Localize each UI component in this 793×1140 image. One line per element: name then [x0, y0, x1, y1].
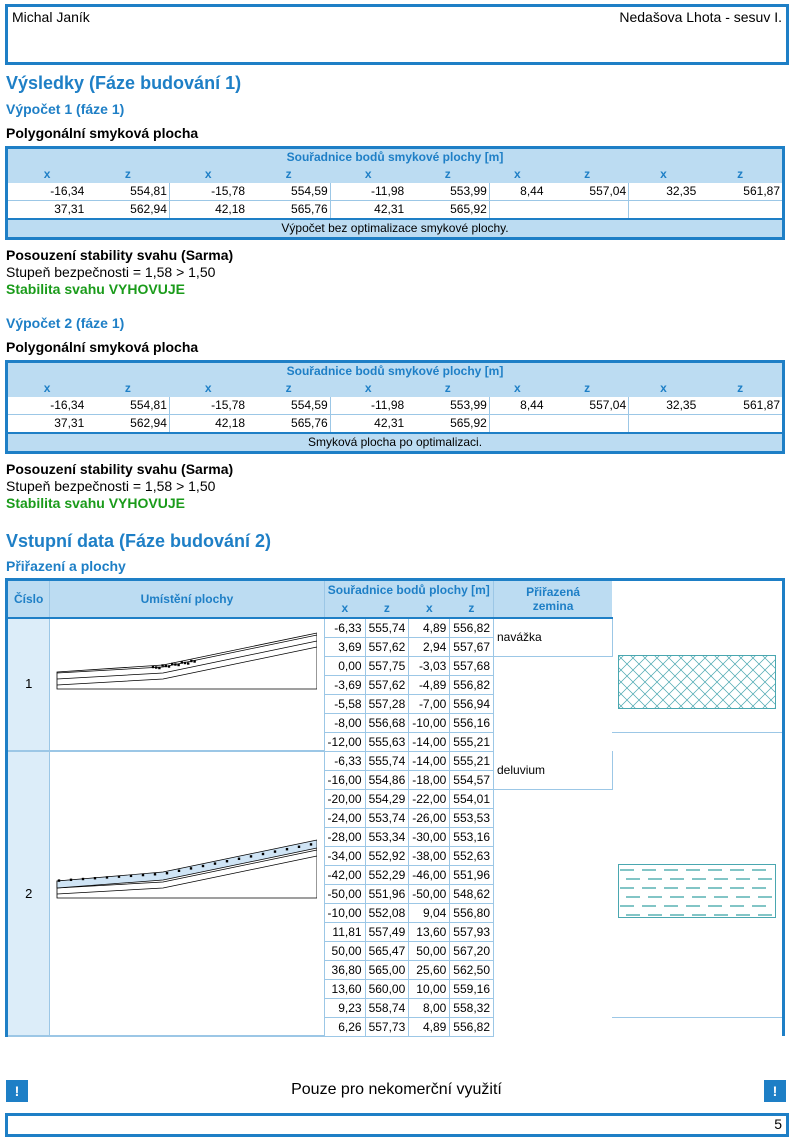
calc2-title: Výpočet 2 (fáze 1): [6, 315, 125, 331]
coord-cell: 557,73: [365, 1017, 409, 1036]
coord-cell: -34,00: [324, 846, 365, 865]
coord-cell: 37,31: [54, 416, 85, 430]
coord-cell: -5,58: [324, 694, 365, 713]
column-header: z: [86, 166, 169, 183]
calc2-factor: Stupeň bezpečnosti = 1,58 > 1,50: [6, 478, 216, 494]
coord-cell: 8,44: [489, 397, 545, 415]
coord-cell: -10,00: [324, 903, 365, 922]
coord-cell: -11,98: [330, 397, 406, 415]
coord-cell: 553,53: [450, 808, 494, 827]
col-coords: Souřadnice bodů plochy [m]: [324, 580, 493, 600]
coord-cell: 565,76: [291, 416, 328, 430]
coord-cell: 556,82: [450, 1017, 494, 1036]
coord-cell: 561,87: [698, 397, 783, 415]
surface-location-sketch: [50, 751, 324, 1036]
col-assigned-soil: Přiřazená zemina: [494, 580, 613, 618]
coord-cell: 3,69: [324, 637, 365, 656]
assignment-row: [7, 618, 784, 638]
coord-cell: 13,60: [324, 979, 365, 998]
coord-cell: 561,87: [698, 183, 783, 201]
coord-cell: 42,31: [330, 415, 406, 434]
table-caption: Souřadnice bodů smykové plochy [m]: [7, 148, 784, 167]
coord-cell: 557,75: [365, 656, 409, 675]
surface-location-sketch: [50, 618, 324, 752]
soil-pattern-dashed: [618, 864, 776, 918]
coord-cell: 557,67: [450, 637, 494, 656]
coord-cell: 552,08: [365, 903, 409, 922]
calc1-verdict: Stabilita svahu VYHOVUJE: [6, 281, 185, 297]
empty-cell: [489, 415, 545, 434]
soil-pattern: [612, 637, 783, 732]
empty-cell: [489, 201, 545, 220]
coord-cell: 552,63: [450, 846, 494, 865]
calc1-surface-title: Polygonální smyková plocha: [6, 125, 199, 141]
coord-cell: 553,34: [365, 827, 409, 846]
coord-cell: 556,80: [450, 903, 494, 922]
column-header: x: [489, 380, 545, 397]
coord-cell: 6,26: [324, 1017, 365, 1036]
coord-cell: 10,00: [409, 979, 450, 998]
calc1-assess-title: Posouzení stability svahu (Sarma): [6, 247, 234, 263]
calc2-verdict: Stabilita svahu VYHOVUJE: [6, 495, 185, 511]
coord-cell: 555,63: [365, 732, 409, 751]
column-header: z: [546, 380, 629, 397]
warning-icon-left: !: [6, 1080, 28, 1102]
coord-cell: 9,23: [324, 998, 365, 1017]
coord-cell: 555,74: [365, 751, 409, 770]
column-header: x: [629, 166, 699, 183]
coord-cell: 557,62: [365, 637, 409, 656]
col-location: Umístění plochy: [50, 580, 324, 618]
coord-cell: 562,50: [450, 960, 494, 979]
coord-cell: 8,44: [489, 183, 545, 201]
coord-cell: 565,92: [450, 416, 487, 430]
coord-cell: -4,89: [409, 675, 450, 694]
coord-cell: -38,00: [409, 846, 450, 865]
coord-cell: 554,01: [450, 789, 494, 808]
coord-cell: 554,86: [365, 770, 409, 789]
column-header: x: [7, 166, 87, 183]
coord-cell: -10,00: [409, 713, 450, 732]
column-header: x: [489, 166, 545, 183]
footer-note: Pouze pro nekomerční využití: [291, 1081, 502, 1098]
empty-cell: [629, 201, 699, 220]
coord-cell: -24,00: [324, 808, 365, 827]
coord-cell: -3,69: [324, 675, 365, 694]
assignment-table: Číslo Umístění plochy Souřadnice bodů plochy [m] Přiřazená zemina x z x z 1 -6,33 555,74 4,89 556,82 navážka 3,69 557,62 2,94 557,67 0,00 557,75 -3,03 557,68 -3,69 557,62 -4,89 556,82 -5,58 557,28 -7,00 556,94 -8,00 556,68 -10,00 556,16 -12,00 555,63 -14,00 555,21 2 -6,33 555,74 -14,00 555,21 deluvium -16,00 554,86 -18,00 554,57 -20,00 554,29 -22,00 554,01 -24,00 553,74 -26,00 553,53 -28,00 553,34 -30,00 553,16 -34,00 552,92 -38,00 552,63 -42,00 552,29 -46,00 551,96 -50,00 551,96 -50,00 548,62 -10,00 552,08 9,04 556,80 11,81 557,49 13,60 557,93 50,00 565,47 50,00 567,20 36,80 565,00 25,60 562,50 13,60 560,00 10,00 559,16 9,23 558,74 8,00 558,32 6,26 557,73 4,89 556,82: [5, 578, 785, 1037]
column-header: z: [698, 166, 783, 183]
coord-cell: -30,00: [409, 827, 450, 846]
coord-cell: -15,78: [169, 183, 247, 201]
column-header: x: [330, 380, 406, 397]
coord-cell: -3,03: [409, 656, 450, 675]
column-header: z: [406, 166, 489, 183]
coord-cell: 555,21: [450, 751, 494, 770]
coord-cell: 553,74: [365, 808, 409, 827]
author: Michal Janík: [12, 9, 90, 25]
coord-cell: 554,29: [365, 789, 409, 808]
empty-cell: [629, 415, 699, 434]
coord-cell: -15,78: [169, 397, 247, 415]
coord-cell: 562,94: [130, 416, 167, 430]
coord-cell: 555,74: [365, 618, 409, 638]
coord-cell: 552,92: [365, 846, 409, 865]
coord-cell: 42,18: [169, 201, 247, 220]
calc2-coords-table: [5, 360, 785, 454]
coord-cell: 8,00: [409, 998, 450, 1017]
coord-cell: 555,21: [450, 732, 494, 751]
coord-cell: 565,00: [365, 960, 409, 979]
results-title: Výsledky (Fáze budování 1): [6, 73, 242, 93]
coord-cell: 559,16: [450, 979, 494, 998]
coord-cell: 554,81: [86, 397, 169, 415]
assign-title: Přiřazení a plochy: [6, 558, 126, 574]
coord-cell: 557,62: [365, 675, 409, 694]
coord-cell: -6,33: [324, 751, 365, 770]
assigned-soil-name: deluvium: [494, 751, 613, 789]
soil-pattern: [612, 770, 783, 1017]
column-header: z: [406, 380, 489, 397]
column-header: x: [330, 166, 406, 183]
column-header: x: [629, 380, 699, 397]
page-number: 5: [774, 1116, 782, 1132]
surface-number: 1: [7, 618, 50, 752]
coord-cell: -12,00: [324, 732, 365, 751]
coord-cell: 557,28: [365, 694, 409, 713]
coord-cell: 552,29: [365, 865, 409, 884]
column-header: z: [247, 380, 330, 397]
coord-cell: 4,89: [409, 1017, 450, 1036]
coord-cell: 32,35: [629, 397, 699, 415]
coord-cell: 36,80: [324, 960, 365, 979]
coord-cell: 37,31: [54, 202, 85, 216]
slope-sketch: [53, 627, 317, 737]
coord-cell: -42,00: [324, 865, 365, 884]
column-header: z: [546, 166, 629, 183]
slope-sketch: [53, 761, 317, 1021]
coord-cell: 556,94: [450, 694, 494, 713]
calc2-surface-title: Polygonální smyková plocha: [6, 339, 199, 355]
warning-icon-right: !: [764, 1080, 786, 1102]
coord-cell: -16,34: [7, 397, 87, 415]
coord-cell: -18,00: [409, 770, 450, 789]
coord-cell: 557,93: [450, 922, 494, 941]
coord-cell: -14,00: [409, 732, 450, 751]
column-header: z: [86, 380, 169, 397]
coord-cell: 565,76: [291, 202, 328, 216]
coord-cell: 556,16: [450, 713, 494, 732]
coord-cell: -20,00: [324, 789, 365, 808]
soil-pattern-crosshatch: [618, 655, 776, 709]
coord-cell: 2,94: [409, 637, 450, 656]
input-title: Vstupní data (Fáze budování 2): [6, 531, 272, 551]
coord-cell: -46,00: [409, 865, 450, 884]
coord-cell: 553,99: [406, 183, 489, 201]
coord-cell: 4,89: [409, 618, 450, 638]
coord-cell: -26,00: [409, 808, 450, 827]
coord-cell: 50,00: [409, 941, 450, 960]
page-number-box: [5, 1113, 789, 1137]
coord-cell: 551,96: [450, 865, 494, 884]
coord-cell: -8,00: [324, 713, 365, 732]
page-header: [5, 4, 789, 65]
coord-cell: 553,16: [450, 827, 494, 846]
coord-cell: -6,33: [324, 618, 365, 638]
coord-cell: 554,59: [247, 183, 330, 201]
assigned-soil-name: navážka: [494, 618, 613, 657]
calc2-assess-title: Posouzení stability svahu (Sarma): [6, 461, 234, 477]
table-footer: Smyková plocha po optimalizaci.: [7, 433, 784, 453]
calc1-factor: Stupeň bezpečnosti = 1,58 > 1,50: [6, 264, 216, 280]
col-number: Číslo: [7, 580, 50, 618]
coord-cell: -16,34: [7, 183, 87, 201]
empty-cell: [546, 201, 629, 220]
column-header: x: [169, 380, 247, 397]
coord-cell: 560,00: [365, 979, 409, 998]
coord-cell: 558,32: [450, 998, 494, 1017]
coord-cell: 553,99: [406, 397, 489, 415]
column-header: x: [169, 166, 247, 183]
table-footer: Výpočet bez optimalizace smykové plochy.: [7, 219, 784, 239]
coord-cell: 50,00: [324, 941, 365, 960]
coord-cell: 9,04: [409, 903, 450, 922]
empty-cell: [698, 415, 783, 434]
coord-cell: 557,04: [546, 397, 629, 415]
coord-cell: 32,35: [629, 183, 699, 201]
assignment-table-clip: [0, 578, 793, 1044]
coord-cell: 558,74: [365, 998, 409, 1017]
coord-cell: -14,00: [409, 751, 450, 770]
coord-cell: 567,20: [450, 941, 494, 960]
coord-cell: 556,68: [365, 713, 409, 732]
assignment-row: [7, 751, 784, 770]
coord-cell: -22,00: [409, 789, 450, 808]
column-header: z: [247, 166, 330, 183]
coord-cell: 556,82: [450, 618, 494, 638]
coord-cell: 565,92: [450, 202, 487, 216]
coord-cell: 13,60: [409, 922, 450, 941]
coord-cell: -50,00: [324, 884, 365, 903]
coord-cell: -28,00: [324, 827, 365, 846]
coord-cell: -7,00: [409, 694, 450, 713]
empty-cell: [546, 415, 629, 434]
coord-cell: -11,98: [330, 183, 406, 201]
coord-cell: 562,94: [130, 202, 167, 216]
coord-cell: -16,00: [324, 770, 365, 789]
coord-cell: -50,00: [409, 884, 450, 903]
coord-cell: 25,60: [409, 960, 450, 979]
coord-cell: 557,68: [450, 656, 494, 675]
coord-cell: 548,62: [450, 884, 494, 903]
column-header: z: [698, 380, 783, 397]
coord-cell: 554,59: [247, 397, 330, 415]
calc1-title: Výpočet 1 (fáze 1): [6, 101, 125, 117]
coord-cell: 551,96: [365, 884, 409, 903]
coord-cell: 554,57: [450, 770, 494, 789]
coord-cell: 557,04: [546, 183, 629, 201]
coord-cell: 565,47: [365, 941, 409, 960]
calc1-coords-table: [5, 146, 785, 240]
table-caption: Souřadnice bodů smykové plochy [m]: [7, 362, 784, 381]
coord-cell: 11,81: [324, 922, 365, 941]
coord-cell: 42,31: [330, 201, 406, 220]
coord-cell: 42,18: [169, 415, 247, 434]
coord-cell: 0,00: [324, 656, 365, 675]
project-name: Nedašova Lhota - sesuv I.: [619, 9, 782, 25]
coord-cell: 556,82: [450, 675, 494, 694]
column-header: x: [7, 380, 87, 397]
surface-number: 2: [7, 751, 50, 1036]
coord-cell: 554,81: [86, 183, 169, 201]
coord-cell: 557,49: [365, 922, 409, 941]
empty-cell: [698, 201, 783, 220]
